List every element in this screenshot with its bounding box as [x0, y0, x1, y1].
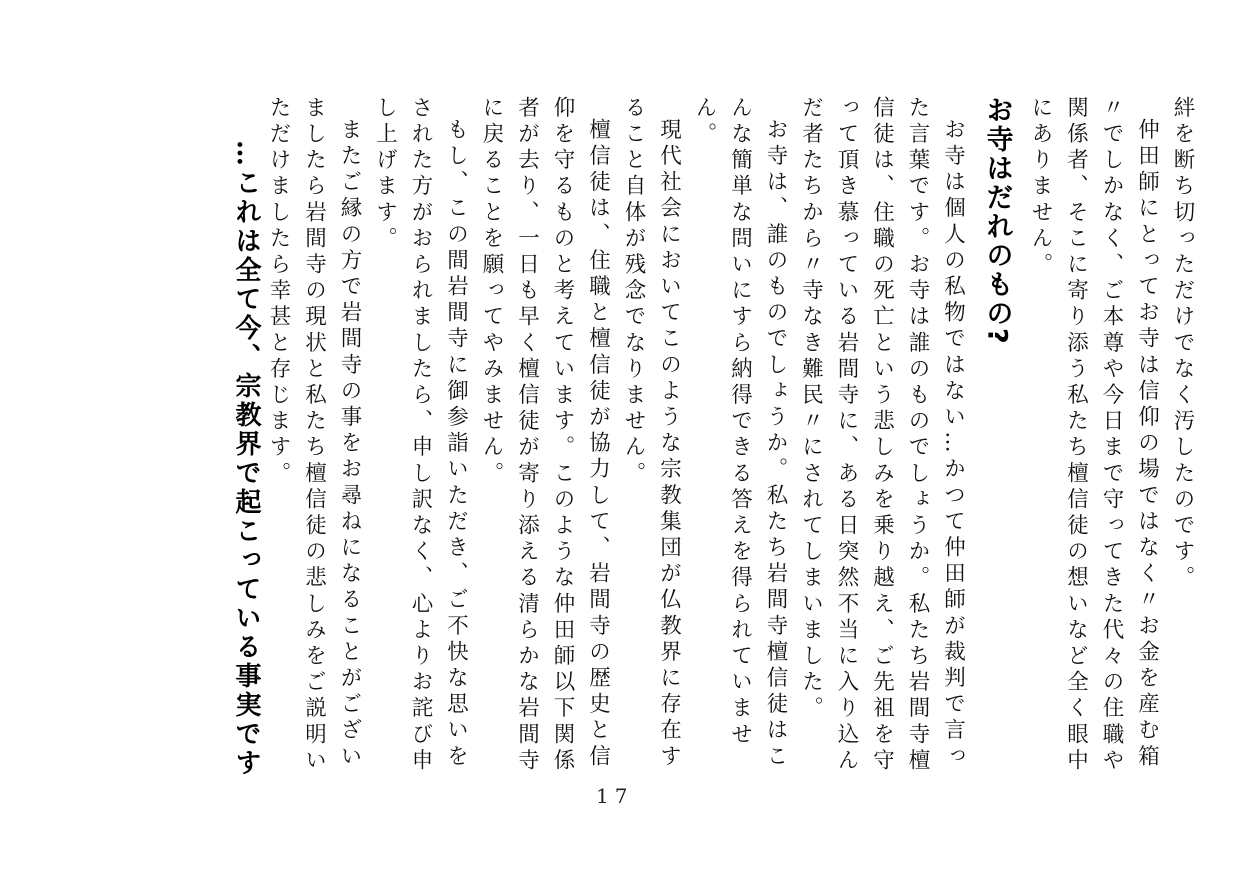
paragraph-2: お寺は、誰のものでしょうか。私たち岩間寺檀信徒はこんな簡単な問いにすら納得できる答えを得られていません。 — [692, 96, 788, 770]
paragraph-5: もし、この間岩間寺に御参詣いただき、ご不快な思いをされた方がおられましたら、申し訳なく、心よりお詫び申し上げます。 — [372, 96, 469, 775]
paragraph-3: 現代社会においてこのような宗教集団が仏教界に存在すること自体が残念でなりません。 — [621, 96, 682, 770]
body-text — [266, 96, 1200, 776]
paragraph-4: 檀信徒は、住職と檀信徒が協力して、岩間寺の歴史と信仰を守るものと考えています。このような仲田師以下関係者が去り、一日も早く檀信徒が寄り添える清らかな岩間寺に戻ることを願ってやみません。 — [479, 96, 611, 775]
paragraph-1: お寺は個人の私物ではない…かつて仲田師が裁判で言った言葉です。お寺は誰のものでしょうか。私たち岩間寺檀信徒は、住職の死亡という悲しみを乗り越え、ご先祖を守って頂き慕っている岩間寺に、ある日突然不当に入り込んだ者たちから〃寺なき難民〃にされてしまいました。 — [798, 96, 966, 775]
paragraph-6: またご縁の方で岩間寺の事をお尋ねになることがございましたら岩間寺の現状と私たち檀信徒の悲しみをご説明いただけましたら幸甚と存じます。 — [266, 96, 362, 775]
section-heading: お寺はだれのもの? — [981, 96, 1013, 346]
page-number: 17 — [596, 784, 634, 808]
closing-statement: …これは全て今、宗教界で起こっている事実です — [231, 140, 261, 778]
paragraph-intro-2: 仲田師にとってお寺は信仰の場ではなく〃お金を産む箱〃でしかなく、ご本尊や今日まで守ってきた代々の住職や関係者、そこに寄り添う私たち檀信徒の想いなど全く眼中にありません。 — [1028, 96, 1160, 775]
paragraph-intro-1: 絆を断ち切っただけでなく汚したのです。 — [1170, 96, 1195, 592]
